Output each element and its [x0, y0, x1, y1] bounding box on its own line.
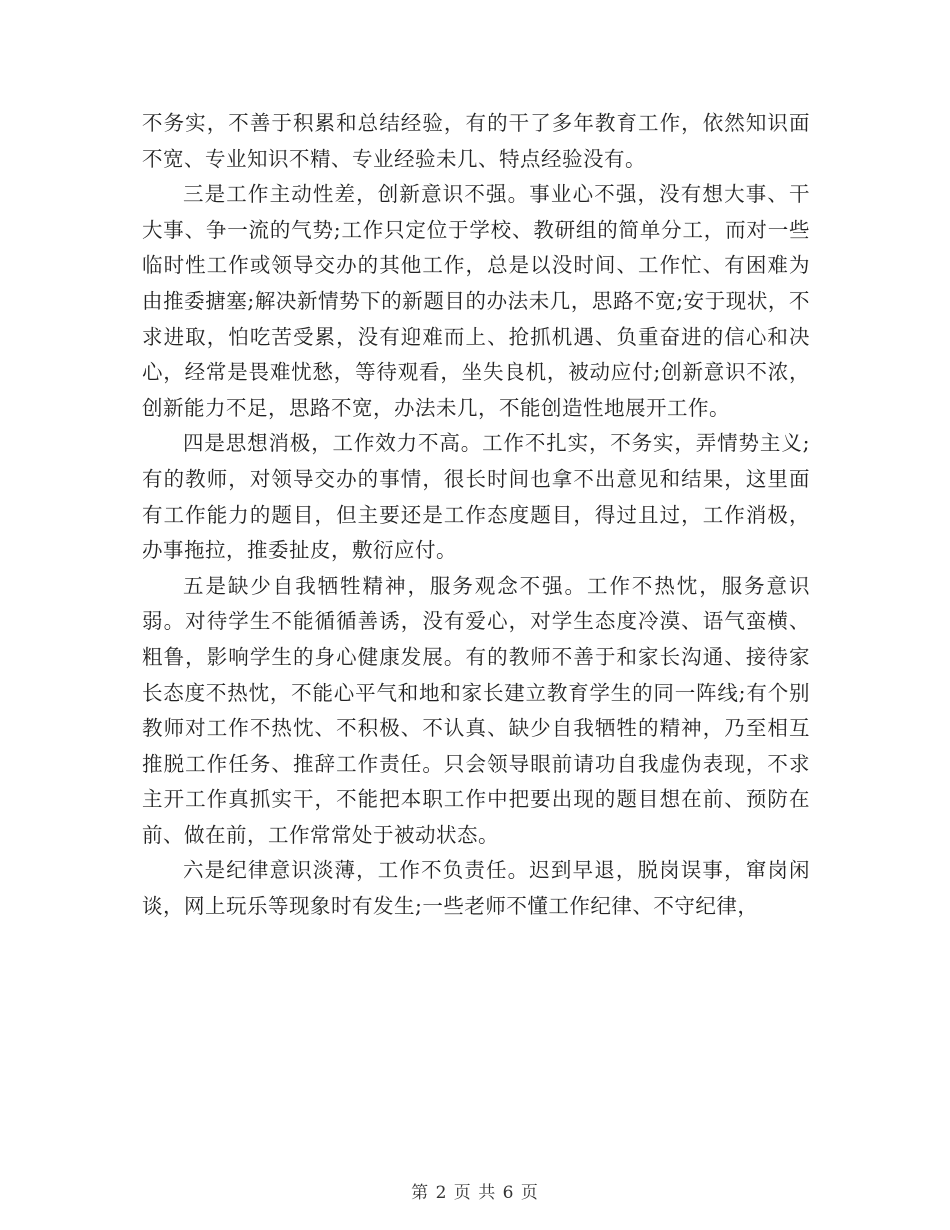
- document-body: [142, 106, 810, 925]
- paragraph-continuation: 不务实，不善于积累和总结经验，有的干了多年教育工作，依然知识面不宽、专业知识不精、专业经验未几、特点经验没有。: [142, 111, 810, 171]
- paragraph-point-five: 五是缺少自我牺牲精神，服务观念不强。工作不热忱，服务意识弱。对待学生不能循循善诱，没有爱心，对学生态度冷漠、语气蛮横、粗鲁，影响学生的身心健康发展。有的教师不善于和家长沟通、接待家长态度不热忱，不能心平气和地和家长建立教育学生的同一阵线;有个别教师对工作不热忱、不积极、不认真、缺少自我牺牲的精神，乃至相互推脱工作任务、推辞工作责任。只会领导眼前请功自我虚伪表现，不求主开工作真抓实干，不能把本职工作中把要出现的题目想在前、预防在前、做在前，工作常常处于被动状态。: [142, 573, 810, 847]
- paragraph-point-six: 六是纪律意识淡薄，工作不负责任。迟到早退，脱岗误事，窜岗闲谈，网上玩乐等现象时有发生;一些老师不懂工作纪律、不守纪律，: [142, 858, 810, 919]
- paragraph-point-four: 四是思想消极，工作效力不高。工作不扎实，不务实，弄情势主义;有的教师，对领导交办的事情，很长时间也拿不出意见和结果，这里面有工作能力的题目，但主要还是工作态度题目，得过且过，工作消极，办事拖拉，推委扯皮，敷衍应付。: [142, 431, 810, 563]
- page-number-footer: 第 2 页 共 6 页: [411, 1183, 539, 1203]
- paragraph-point-three: 三是工作主动性差，创新意识不强。事业心不强，没有想大事、干大事、争一流的气势;工作只定位于学校、教研组的简单分工，而对一些临时性工作或领导交办的其他工作，总是以没时间、工作忙、有困难为由推委搪塞;解决新情势下的新题目的办法未几，思路不宽;安于现状，不求进取，怕吃苦受累，没有迎难而上、抢抓机遇、负重奋进的信心和决心，经常是畏难忧愁，等待观看，坐失良机，被动应付;创新意识不浓，创新能力不足，思路不宽，办法未几，不能创造性地展开工作。: [142, 182, 810, 420]
